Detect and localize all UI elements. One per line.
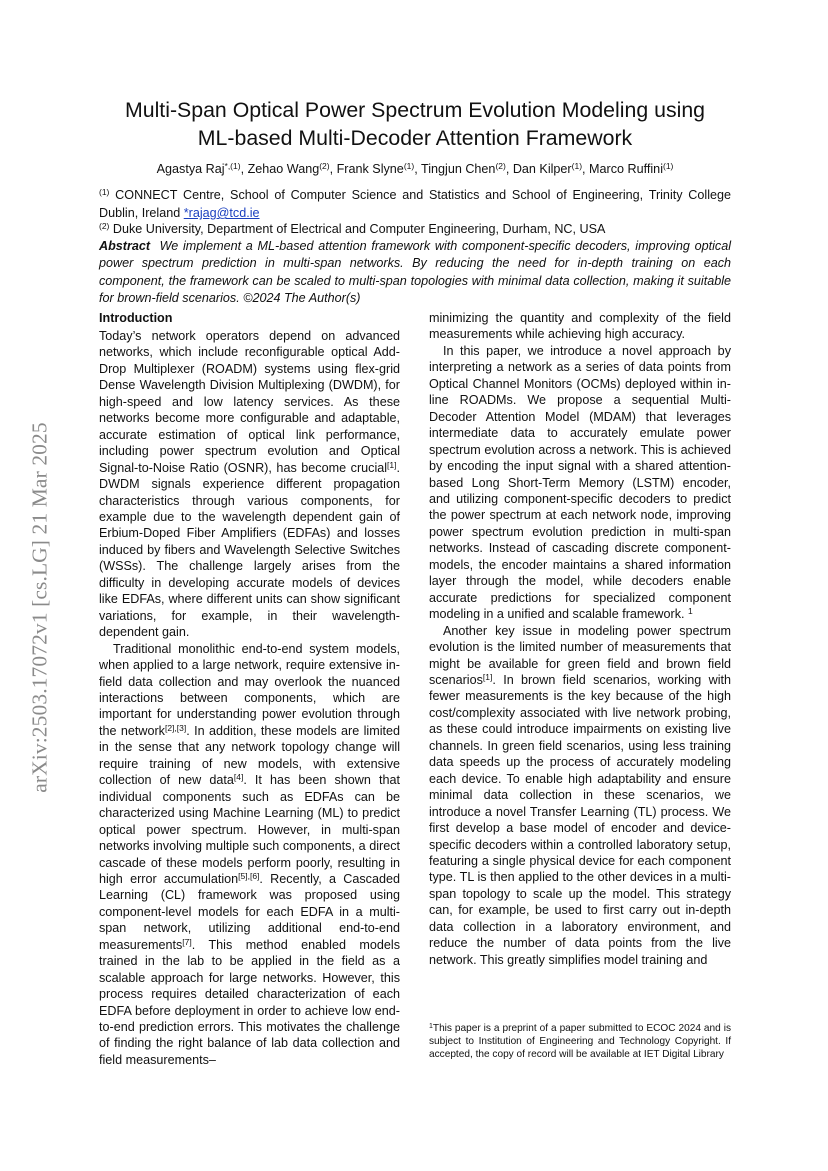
affiliation-1 bbox=[99, 186, 731, 222]
footnote-text: This paper is a preprint of a paper submitted to ECOC 2024 and is subject to Institution of Engineering and Technology Copyright. If accepted, the copy of record will be available at IET Digital Library bbox=[429, 1023, 731, 1061]
paragraph-text: . Recently, a Cascaded Learning (CL) framework was proposed using component-level models for each EDFA in a multi-span network, utilizing additional end-to-end measurements bbox=[99, 871, 400, 952]
author-affiliation-mark: (1) bbox=[571, 161, 583, 171]
author-affiliation-mark: (1) bbox=[663, 161, 674, 171]
author-affiliation-mark: (2) bbox=[495, 161, 506, 171]
author-affiliation-mark: (1) bbox=[403, 161, 415, 171]
section-heading-introduction: Introduction bbox=[99, 311, 173, 325]
footnote-number: 1 bbox=[429, 1023, 433, 1030]
paragraph-text: . It has been shown that individual components such as EDFAs can be characterized using Machine Learning (ML) to predict optical power spectrum. However, in multi-span networks involving multiple such components, a direct cascade of these models perform poorly, resulting in high error accumulation bbox=[99, 773, 400, 886]
paragraph bbox=[99, 328, 400, 641]
paragraph-text: Today’s network operators depend on advanced networks, which include reconfigurable optical Add-Drop Multiplexer (ROADM) systems using flex-grid Dense Wavelength Division Multiplexing (DWDM), for high-speed and low latency services. As these networks become more configurable and adaptable, accurate estimation of optical link performance, including power spectrum evolution and Optical Signal-to-Noise Ratio (OSNR), has become crucial bbox=[99, 329, 400, 475]
author-email-link[interactable]: *rajag@tcd.ie bbox=[183, 206, 260, 220]
citation[interactable]: [5],[6] bbox=[238, 870, 260, 881]
paragraph: minimizing the quantity and complexity of the field measurements while achieving high accuracy. bbox=[429, 311, 731, 342]
abstract bbox=[99, 238, 731, 307]
citation[interactable]: [2],[3] bbox=[164, 722, 187, 733]
affiliation-text: CONNECT Centre, School of Computer Science and Statistics and School of Engineering, Trinity College Dublin, Ireland bbox=[99, 188, 732, 220]
title-line-1: Multi-Span Optical Power Spectrum Evolution Modeling using bbox=[124, 98, 706, 122]
arxiv-id-text: arXiv:2503.17072v1 [cs.LG] 21 Mar 2025 bbox=[27, 422, 52, 793]
left-column bbox=[99, 310, 400, 1068]
paragraph-text: . DWDM signals experience different propagation characteristics through various components, for example due to the wavelength dependent gain of Erbium-Doped Fiber Amplifiers (EDFAs) and losses induced by fibers and Wavelength Selective Switches (WSSs). The challenge largely arises from the difficulty in developing accurate models of devices like EDFAs, where different units can show significant variations, for example, in their wavelength-dependent gain. bbox=[99, 460, 400, 640]
affiliation-2 bbox=[99, 220, 731, 238]
paragraph-text: In this paper, we introduce a novel approach by interpreting a network as a series of data points from Optical Channel Monitors (OCMs) deployed within in-line ROADMs. We propose a sequential Multi-Decoder Attention Model (MDAM) that leverages intermediate data to accurately emulate power spectrum evolution across a network. This is achieved by encoding the input signal with a shared attention-based Long Short-Term Memory (LSTM) encoder, and utilizing component-specific decoders to predict the power spectrum at each network node, improving power spectrum evolution prediction in multi-span networks. Instead of cascading discrete component-models, the encoder maintains a shared information layer through the model, while decoders enable accurate predictions for specialized component modeling in a unified and scalable framework. bbox=[429, 343, 731, 622]
affiliation-mark: (1) bbox=[99, 187, 110, 197]
affiliation-mark: (2) bbox=[99, 221, 110, 231]
citation[interactable]: [1] bbox=[482, 671, 493, 682]
author-name: Tingjun Chen bbox=[420, 162, 496, 176]
paper-title bbox=[90, 96, 740, 152]
footnote bbox=[429, 1022, 731, 1062]
paragraph bbox=[429, 623, 731, 969]
citation[interactable]: [1] bbox=[387, 459, 397, 470]
affiliation-text: Duke University, Department of Electrical and Computer Engineering, Durham, NC, USA bbox=[112, 222, 606, 236]
citation[interactable]: [4] bbox=[233, 772, 244, 783]
paragraph-text: Traditional monolithic end-to-end system models, when applied to a large network, require extensive in-field data collection and may overlook the nuanced interactions between components, which are important for understanding power evolution through the network bbox=[99, 641, 400, 738]
title-line-2: ML-based Multi-Decoder Attention Framework bbox=[197, 126, 633, 150]
author-name: Frank Slyne bbox=[336, 162, 404, 176]
paragraph bbox=[429, 343, 731, 623]
abstract-label: Abstract bbox=[99, 239, 151, 253]
arxiv-identifier-stamp bbox=[20, 360, 60, 855]
paragraph-text: . In addition, these models are limited in the sense that any network topology change will require training of new models, with extensive collection of new data bbox=[99, 723, 400, 788]
author-name: Zehao Wang bbox=[247, 162, 320, 176]
paragraph bbox=[99, 641, 400, 1069]
author-list: Agastya Raj$^{*,(1)}$, Zehao Wang$^{(2)}$, Frank Slyne$^{(1)}$, Tingjun Chen$^{(2)}$, Dan Kilper$^{(1)}$, Marco Ruffini$^{(1)}$ bbox=[156, 161, 674, 176]
citation[interactable]: [7] bbox=[182, 936, 192, 947]
author-name: Dan Kilper bbox=[512, 162, 572, 176]
author-affiliation-mark: (2) bbox=[319, 161, 330, 171]
paragraph-text: . In brown field scenarios, working with fewer measurements is the key because of the high cost/complexity associated with live network probing, as these could introduce impairments on existing live channels. In green field scenarios, using less training data speeds up the process of accurately modeling each device. To enable high adaptability and ensure minimal data collection in these scenarios, we introduce a novel Transfer Learning (TL) process. We first develop a base model of encoder and device-specific decoders within a controlled laboratory setup, featuring a single physical device for each component type. TL is then applied to the other devices in a multi-span topology to scale up the model. This strategy can, for example, be used to first carry out in-depth data collection in a laboratory environment, and reduce the number of data points from the live network. This greatly simplifies model training and bbox=[429, 672, 731, 967]
paragraph-text: Another key issue in modeling power spectrum evolution is the limited number of measurements that might be available for green field and brown field scenarios bbox=[429, 623, 731, 687]
footnote-mark[interactable]: 1 bbox=[688, 606, 693, 617]
paragraph-text: . This method enabled models trained in the lab to be applied in the field as a scalable approach for large networks. However, this process requires detailed characterization of each EDFA before deployment in order to achieve low end-to-end prediction errors. This motivates the challenge of finding the right balance of lab data collection and field measurements– bbox=[99, 937, 400, 1067]
author-name: Marco Ruffini bbox=[589, 162, 663, 176]
author-name: Agastya Raj bbox=[156, 162, 225, 176]
right-column bbox=[429, 310, 731, 968]
abstract-text: We implement a ML-based attention framework with component-specific decoders, improving optical power spectrum prediction in multi-span networks. By reducing the need for in-depth training on each component, the framework can be scaled to multi-span topologies with minimal data collection, making it suitable for brown-field scenarios. ©2024 The Author(s) bbox=[99, 239, 732, 305]
author-affiliation-mark: *,(1) bbox=[224, 161, 241, 171]
